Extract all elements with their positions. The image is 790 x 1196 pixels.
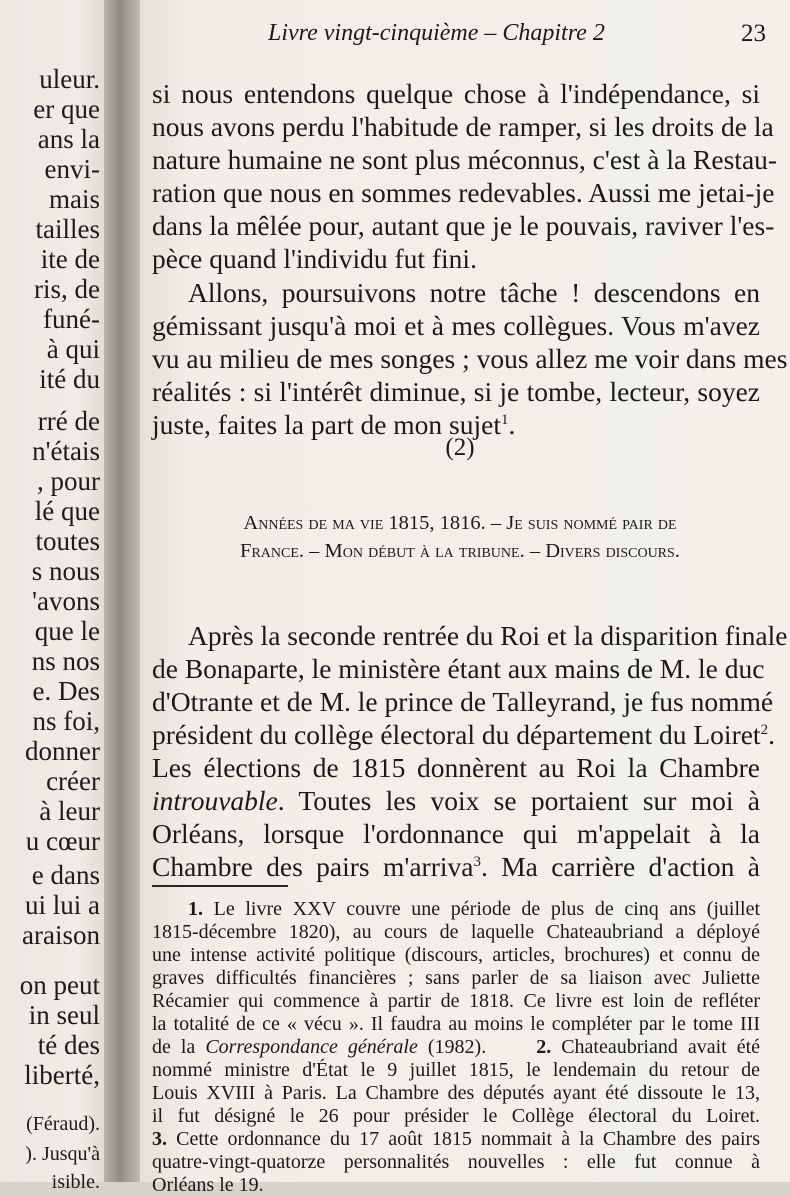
section-number: (2) bbox=[445, 434, 475, 461]
left-page-line: n'étais bbox=[32, 436, 100, 466]
paragraph2-line: vu au milieu de mes songes ; vous allez me voir dans mes bbox=[152, 343, 788, 374]
left-page-line: 'avons bbox=[32, 586, 100, 616]
left-page-line: isible. bbox=[51, 1171, 100, 1193]
section-heading-line: France. – Mon début à la tribune. – Divers discours. bbox=[240, 540, 680, 562]
paragraph3-text: Chambre des pairs m'arriva bbox=[152, 851, 474, 882]
paragraph3-text: . Toutes les voix se portaient sur moi à bbox=[277, 785, 760, 816]
paragraph1-line: ration que nous en sommes redevables. Aussi me jetai-je bbox=[152, 177, 775, 208]
note-ref: 3 bbox=[473, 853, 481, 870]
left-page-line: ite de bbox=[40, 244, 100, 274]
left-page-line: araison bbox=[22, 920, 100, 950]
left-page-line: lé que bbox=[34, 496, 100, 526]
note-ref: 1 bbox=[501, 411, 509, 428]
paragraph2-line: Allons, poursuivons notre tâche ! descendons en bbox=[188, 277, 760, 308]
left-page-line: in seul bbox=[28, 1000, 100, 1030]
footnote-line: Récamier qui commence à partir de 1818. Ce livre est loin de refléter bbox=[152, 990, 760, 1012]
page-number: 23 bbox=[741, 20, 766, 47]
paragraph3-line: d'Otrante et de M. le prince de Talleyrand, je fus nommé bbox=[152, 686, 774, 717]
footnote-number: 2. bbox=[536, 1036, 552, 1058]
paragraph3-line: Orléans, lorsque l'ordonnance qui m'appelait à la bbox=[152, 818, 760, 849]
left-page-line: ui lui a bbox=[25, 890, 100, 920]
italic-term: introuvable bbox=[152, 785, 278, 816]
left-page-line: er que bbox=[33, 94, 100, 124]
left-page-line: e dans bbox=[31, 860, 100, 890]
paragraph2-text: juste, faites la part de mon sujet bbox=[152, 409, 502, 440]
left-page-line: ns nos bbox=[31, 646, 100, 676]
footnote-italic: Correspondance générale bbox=[205, 1036, 418, 1058]
left-page-line: à qui bbox=[46, 334, 100, 364]
footnote-text: de la bbox=[152, 1036, 206, 1058]
left-page-line: ns foi, bbox=[32, 706, 100, 736]
left-page-line: toutes bbox=[35, 526, 100, 556]
footnote-line: quatre-vingt-quatorze personnalités nouvelles : elle fut connue à bbox=[152, 1151, 760, 1173]
left-page-line: e. Des bbox=[32, 676, 100, 706]
paragraph2-line: juste, faites la part de mon sujet$^1$. bbox=[152, 409, 516, 440]
paragraph3-text: . Ma carrière d'action à bbox=[480, 851, 760, 882]
footnote-line: graves difficultés financières ; sans parler de sa liaison avec Juliette bbox=[152, 967, 760, 989]
left-page-line: on peut bbox=[19, 970, 100, 1000]
paragraph3-line: Les élections de 1815 donnèrent au Roi la Chambre bbox=[152, 752, 760, 783]
footnote-number: 3. bbox=[152, 1128, 167, 1150]
footnote-line: il fut désigné le 26 pour présider le Collège électoral du Loiret. bbox=[152, 1105, 760, 1127]
footnote-text: Cette ordonnance du 17 août 1815 nommait à la Chambre des pairs bbox=[176, 1128, 760, 1150]
paragraph3-line bbox=[152, 853, 760, 881]
note-ref: 2 bbox=[760, 721, 769, 738]
footnote-rule bbox=[152, 885, 288, 887]
left-page-line: ris, de bbox=[34, 274, 100, 304]
left-page-line: donner bbox=[25, 736, 100, 766]
left-page-line: ans la bbox=[37, 124, 100, 154]
paragraph1-line: nature humaine ne sont plus méconnus, c'est à la Restau- bbox=[152, 144, 778, 175]
left-page-line: rré de bbox=[37, 406, 100, 436]
footnote-text: Le livre XXV couvre une période de plus de cinq ans (juillet bbox=[213, 898, 761, 920]
footnote-number: 1. bbox=[188, 898, 203, 920]
left-page-line: ). Jusqu'à bbox=[25, 1143, 100, 1165]
running-head: Livre vingt-cinquième – Chapitre 2 bbox=[268, 20, 605, 46]
paragraph3-line: président du collège électoral du département du Loiret$^2$. bbox=[152, 719, 775, 750]
footnote-line: une intense activité politique (discours, articles, brochures) et connu de bbox=[152, 944, 760, 966]
footnote-line bbox=[188, 899, 760, 919]
left-page-line: té des bbox=[37, 1030, 100, 1060]
left-page-line: uleur. bbox=[39, 64, 100, 94]
paragraph1-line: dans la mêlée pour, autant que je le pouvais, raviver l'es- bbox=[152, 210, 775, 241]
paragraph1-line: si nous entendons quelque chose à l'indépendance, si bbox=[152, 78, 760, 109]
footnote-line: Louis XVIII à Paris. La Chambre des députés ayant été dissoute le 13, bbox=[152, 1082, 760, 1104]
left-page-line: liberté, bbox=[24, 1060, 100, 1090]
left-page-line: tailles bbox=[35, 214, 100, 244]
footnote-line: Orléans le 19. bbox=[152, 1174, 264, 1196]
paragraph3-text: président du collège électoral du département du Loiret bbox=[152, 719, 761, 750]
footnote-line: la totalité de ce « vécu ». Il faudra au moins le compléter par le tome III bbox=[152, 1013, 760, 1035]
paragraph2-line: gémissant jusqu'à moi et à mes collègues. Vous m'avez bbox=[152, 310, 760, 341]
footnote-text: Chateaubriand avait été bbox=[561, 1036, 760, 1058]
left-page-line: que le bbox=[34, 616, 100, 646]
footnote-line: nommé ministre d'État le 9 juillet 1815, le lendemain du retour de bbox=[152, 1059, 760, 1081]
left-page-line: à leur bbox=[39, 796, 100, 826]
left-page-line: u cœur bbox=[25, 826, 100, 856]
section-heading-line: Années de ma vie 1815, 1816. – Je suis nommé pair de bbox=[243, 512, 677, 534]
left-page-line: mais bbox=[49, 184, 100, 214]
footnote-line: 1815-décembre 1820), au cours de laquelle Chateaubriand a déployé bbox=[152, 921, 760, 943]
paragraph3-line: de Bonaparte, le ministère étant aux mains de M. le duc bbox=[152, 653, 765, 684]
paragraph1-line: pèce quand l'individu fut fini. bbox=[152, 243, 477, 274]
left-page-line: s nous bbox=[31, 556, 100, 586]
left-page-line: envi- bbox=[44, 154, 100, 184]
left-page-line: (Féraud). bbox=[26, 1113, 100, 1135]
paragraph1-line: nous avons perdu l'habitude de ramper, si les droits de la bbox=[152, 111, 774, 142]
right-page bbox=[140, 0, 790, 1196]
left-page-edge bbox=[0, 0, 112, 1193]
left-page-line: funé- bbox=[43, 304, 100, 334]
paragraph3-line bbox=[152, 787, 760, 815]
left-page-line: créer bbox=[46, 766, 100, 796]
paragraph3-line: Après la seconde rentrée du Roi et la disparition finale bbox=[188, 620, 788, 651]
left-page-line: ité du bbox=[39, 364, 100, 394]
footnote-line bbox=[152, 1037, 760, 1057]
footnote-line bbox=[152, 1129, 760, 1149]
left-page-line: , pour bbox=[37, 466, 100, 496]
footnote-text: (1982). bbox=[417, 1036, 487, 1058]
paragraph2-line: réalités : si l'intérêt diminue, si je tombe, lecteur, soyez bbox=[152, 376, 760, 407]
